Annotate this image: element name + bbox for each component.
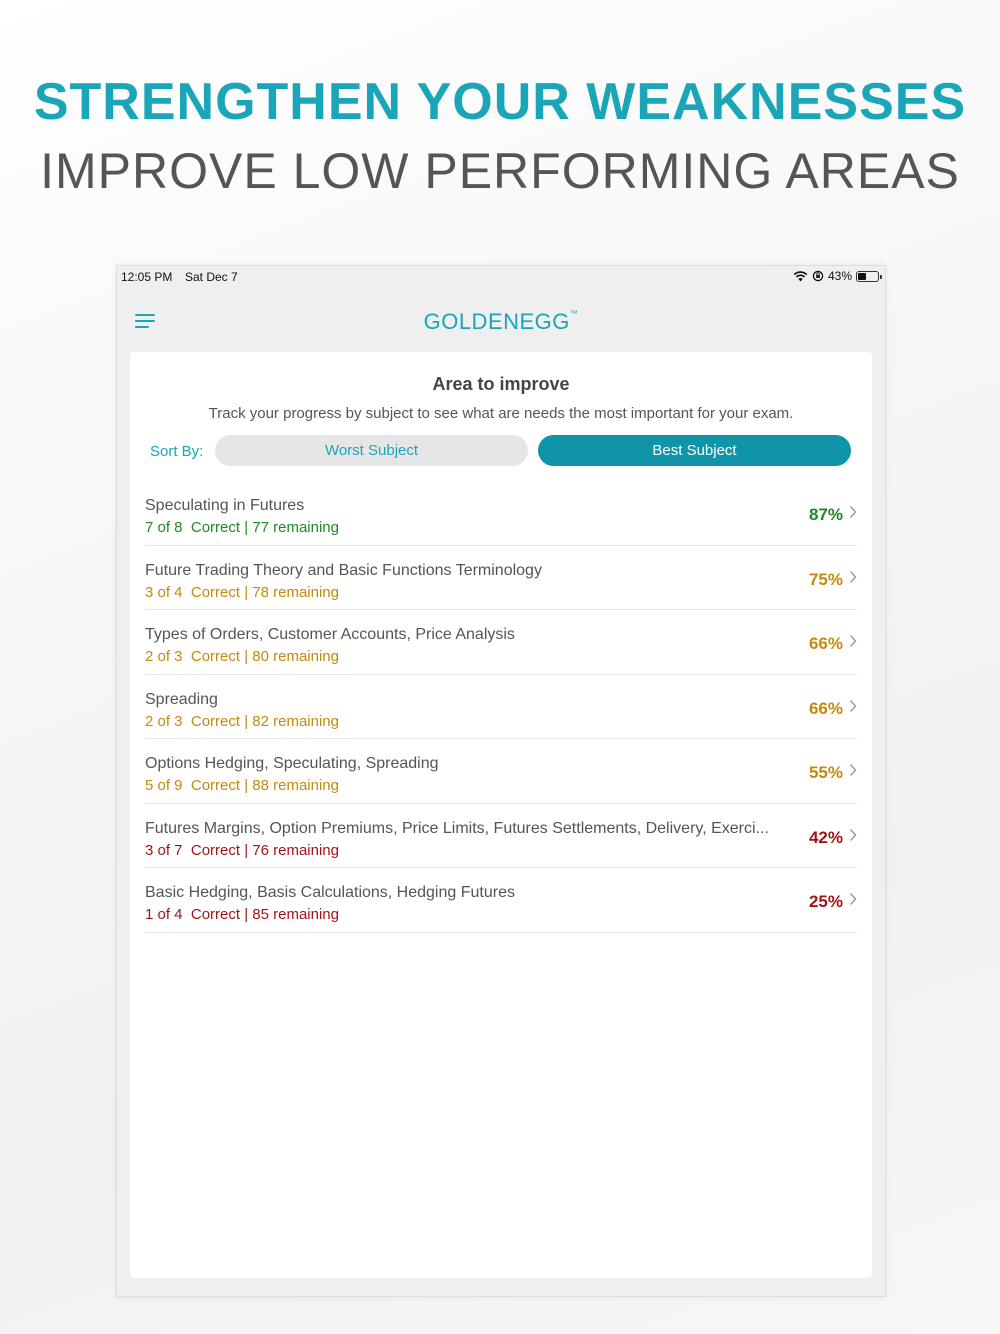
chevron-right-icon xyxy=(849,828,857,842)
promo-subheadline: IMPROVE LOW PERFORMING AREAS xyxy=(40,143,960,199)
sort-worst-subject-button[interactable]: Worst Subject xyxy=(215,435,528,466)
subject-row[interactable] xyxy=(145,804,857,869)
subject-row[interactable] xyxy=(145,739,857,804)
subject-row[interactable] xyxy=(145,481,857,546)
battery-icon xyxy=(856,271,879,282)
ipad-screen xyxy=(116,265,886,1297)
subject-progress-text: 3 of 4 Correct | 78 remaining xyxy=(145,583,339,601)
wifi-icon xyxy=(793,270,808,282)
subject-row[interactable] xyxy=(145,675,857,740)
subject-title: Future Trading Theory and Basic Functions Terminology xyxy=(145,561,542,579)
promo-headline: STRENGTHEN YOUR WEAKNESSES xyxy=(33,73,967,131)
sort-best-subject-button[interactable]: Best Subject xyxy=(538,435,851,466)
chevron-right-icon xyxy=(849,505,857,519)
subject-title: Types of Orders, Customer Accounts, Price Analysis xyxy=(145,626,515,643)
sort-by-label: Sort By: xyxy=(150,443,204,460)
status-bar xyxy=(117,266,885,288)
subject-progress-text: 5 of 9 Correct | 88 remaining xyxy=(145,777,339,794)
card-title: Area to improve xyxy=(432,374,570,394)
subject-title: Spreading xyxy=(145,690,218,708)
rotation-lock-icon xyxy=(812,270,824,282)
subject-percent: 66% xyxy=(808,698,843,718)
area-to-improve-card xyxy=(130,352,872,1278)
nav-bar xyxy=(117,296,885,348)
subject-percent: 87% xyxy=(808,505,843,524)
subject-progress-text: 3 of 7 Correct | 76 remaining xyxy=(145,841,339,859)
subject-progress-text: 1 of 4 Correct | 85 remaining xyxy=(145,906,339,923)
subject-list xyxy=(145,481,857,933)
chevron-right-icon xyxy=(849,699,857,713)
subject-percent: 55% xyxy=(808,763,843,782)
chevron-right-icon xyxy=(849,763,857,777)
status-time: 12:05 PM xyxy=(121,270,173,284)
subject-title: Futures Margins, Option Premiums, Price Limits, Futures Settlements, Delivery, Exerci... xyxy=(145,819,769,837)
subject-progress-text: 2 of 3 Correct | 82 remaining xyxy=(145,712,339,730)
subject-row[interactable] xyxy=(145,610,857,675)
status-indicators xyxy=(793,269,879,283)
subject-row[interactable] xyxy=(145,868,857,933)
subject-title: Basic Hedging, Basis Calculations, Hedging Futures xyxy=(145,884,515,901)
chevron-right-icon xyxy=(849,892,857,906)
subject-title: Speculating in Futures xyxy=(145,497,305,514)
goldenegg-logo: GOLDENEGG™ xyxy=(423,309,579,334)
subject-percent: 66% xyxy=(808,634,843,653)
chevron-right-icon xyxy=(849,634,857,648)
subject-percent: 25% xyxy=(808,892,843,911)
subject-title: Options Hedging, Speculating, Spreading xyxy=(145,755,439,772)
chevron-right-icon xyxy=(849,570,857,584)
card-subtitle: Track your progress by subject to see what are needs the most important for your exam. xyxy=(208,405,794,422)
subject-percent: 75% xyxy=(808,569,843,589)
battery-level xyxy=(858,273,866,280)
subject-progress-text: 7 of 8 Correct | 77 remaining xyxy=(145,519,339,536)
status-date: Sat Dec 7 xyxy=(185,270,238,284)
subject-progress-text: 2 of 3 Correct | 80 remaining xyxy=(145,648,339,665)
subject-percent: 42% xyxy=(808,827,843,847)
subject-row[interactable] xyxy=(145,546,857,611)
battery-percent: 43% xyxy=(827,269,852,283)
